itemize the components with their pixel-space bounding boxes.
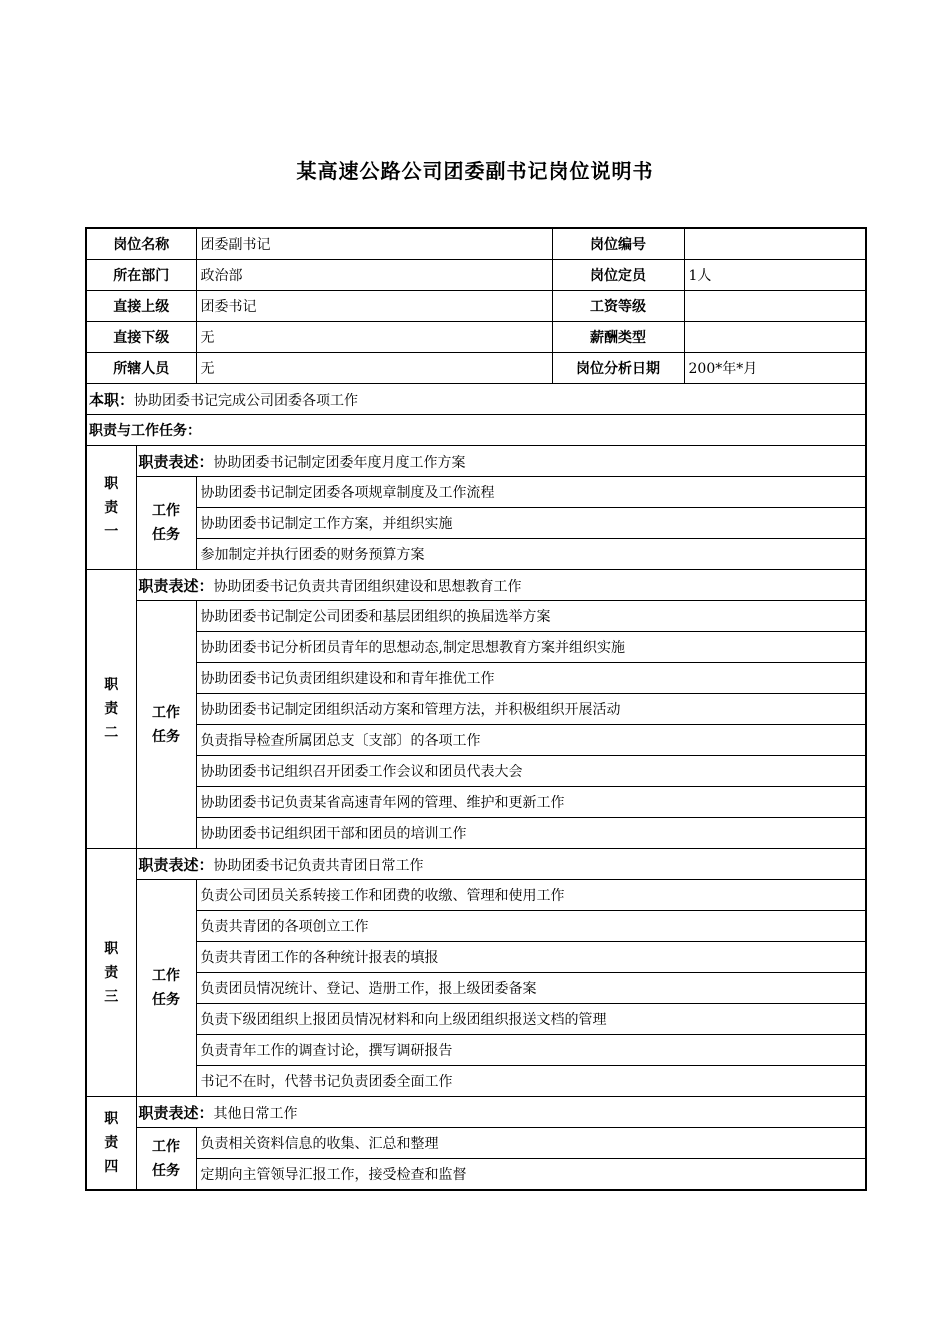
field-value: 政治部: [196, 260, 552, 291]
field-value: [684, 291, 866, 322]
field-label: 所辖人员: [86, 353, 196, 384]
duty-statement-text: 协助团委书记负责共青团组织建设和思想教育工作: [213, 578, 522, 595]
field-label: 薪酬类型: [552, 322, 684, 353]
field-label: 所在部门: [86, 260, 196, 291]
duty-statement-label: 职责表述：: [138, 1103, 214, 1122]
task-item: 协助团委书记组织召开团委工作会议和团员代表大会: [196, 756, 866, 787]
duty-name: [86, 570, 136, 849]
duty-statement-label: 职责表述：: [138, 452, 214, 471]
duty-name: [86, 849, 136, 1097]
basic-row: [86, 291, 866, 322]
task-row: [86, 911, 866, 942]
task-label: [136, 1128, 196, 1191]
duty-statement-label: 职责表述：: [138, 576, 214, 595]
field-label: 直接下级: [86, 322, 196, 353]
task-row: [86, 601, 866, 632]
job-description-table: [85, 227, 867, 1191]
task-row: [86, 756, 866, 787]
field-value: 团委副书记: [196, 228, 552, 260]
task-item: 负责青年工作的调查讨论，撰写调研报告: [196, 1035, 866, 1066]
task-item: 负责指导检查所属团总支〔支部〕的各项工作: [196, 725, 866, 756]
duty-statement-row: [86, 570, 866, 601]
task-row: [86, 1159, 866, 1191]
task-label-text: 工作任务: [152, 1138, 180, 1179]
field-label: 工资等级: [552, 291, 684, 322]
main-duty-label: 本职：: [89, 390, 135, 409]
duty-statement-text: 协助团委书记负责共青团日常工作: [213, 857, 424, 874]
task-item: 定期向主管领导汇报工作，接受检查和监督: [196, 1159, 866, 1191]
duties-header-row: [86, 415, 866, 446]
task-row: [86, 508, 866, 539]
task-label: [136, 601, 196, 849]
field-value: [684, 228, 866, 260]
field-value: 无: [196, 322, 552, 353]
task-row: [86, 1128, 866, 1159]
task-item: 协助团委书记负责某省高速青年网的管理、维护和更新工作: [196, 787, 866, 818]
field-value: 无: [196, 353, 552, 384]
basic-row: [86, 322, 866, 353]
task-label: [136, 880, 196, 1097]
duty-statement-text: 其他日常工作: [213, 1105, 298, 1122]
task-row: [86, 942, 866, 973]
duty-statement-label: 职责表述：: [138, 855, 214, 874]
task-item: 负责下级团组织上报团员情况材料和向上级团组织报送文档的管理: [196, 1004, 866, 1035]
task-item: 负责团员情况统计、登记、造册工作，报上级团委备案: [196, 973, 866, 1004]
field-value: 1人: [684, 260, 866, 291]
task-label-text: 工作任务: [152, 704, 180, 745]
task-row: [86, 818, 866, 849]
duty-name: [86, 446, 136, 570]
basic-row: [86, 228, 866, 260]
task-item: 负责共青团的各项创立工作: [196, 911, 866, 942]
field-label: 岗位名称: [86, 228, 196, 260]
document-title: 某高速公路公司团委副书记岗位说明书: [296, 159, 654, 183]
task-item: 协助团委书记制定公司团委和基层团组织的换届选举方案: [196, 601, 866, 632]
task-item: 协助团委书记分析团员青年的思想动态,制定思想教育方案并组织实施: [196, 632, 866, 663]
duty-name-text: 职责四: [104, 1111, 119, 1175]
task-row: [86, 725, 866, 756]
task-row: [86, 1066, 866, 1097]
task-item: 负责相关资料信息的收集、汇总和整理: [196, 1128, 866, 1159]
main-duty-row: [86, 384, 866, 415]
task-item: 协助团委书记负责团组织建设和和青年推优工作: [196, 663, 866, 694]
basic-row: [86, 260, 866, 291]
task-row: [86, 880, 866, 911]
task-label-text: 工作任务: [152, 968, 180, 1008]
main-duty-text: 协助团委书记完成公司团委各项工作: [134, 392, 359, 409]
task-item: 协助团委书记制定工作方案，并组织实施: [196, 508, 866, 539]
duty-statement-row: [86, 1097, 866, 1128]
task-item: 协助团委书记组织团干部和团员的培训工作: [196, 818, 866, 849]
duty-statement-text: 协助团委书记制定团委年度月度工作方案: [213, 454, 466, 471]
task-item: 协助团委书记制定团委各项规章制度及工作流程: [196, 477, 866, 508]
field-value: 团委书记: [196, 291, 552, 322]
task-label: [136, 477, 196, 570]
task-item: 负责公司团员关系转接工作和团费的收缴、管理和使用工作: [196, 880, 866, 911]
duty-statement-row: [86, 446, 866, 477]
field-label: 岗位分析日期: [552, 353, 684, 384]
basic-row: [86, 353, 866, 384]
duties-header: 职责与工作任务：: [86, 415, 866, 446]
task-row: [86, 663, 866, 694]
task-row: [86, 632, 866, 663]
duty-name-text: 职责一: [104, 475, 119, 540]
task-row: [86, 787, 866, 818]
task-item: 参加制定并执行团委的财务预算方案: [196, 539, 866, 570]
task-item: 负责共青团工作的各种统计报表的填报: [196, 942, 866, 973]
duty-statement-row: [86, 849, 866, 880]
task-row: [86, 477, 866, 508]
task-row: [86, 1035, 866, 1066]
task-item: 协助团委书记制定团组织活动方案和管理方法，并积极组织开展活动: [196, 694, 866, 725]
field-label: 岗位编号: [552, 228, 684, 260]
task-row: [86, 973, 866, 1004]
task-row: [86, 694, 866, 725]
field-value: 200*年*月: [684, 353, 866, 384]
field-value: [684, 322, 866, 353]
task-label-text: 工作任务: [152, 503, 180, 543]
duty-name-text: 职责三: [104, 940, 119, 1005]
task-item: 书记不在时，代替书记负责团委全面工作: [196, 1066, 866, 1097]
duty-name: [86, 1097, 136, 1191]
duty-name-text: 职责二: [104, 677, 119, 741]
field-label: 岗位定员: [552, 260, 684, 291]
task-row: [86, 1004, 866, 1035]
task-row: [86, 539, 866, 570]
field-label: 直接上级: [86, 291, 196, 322]
